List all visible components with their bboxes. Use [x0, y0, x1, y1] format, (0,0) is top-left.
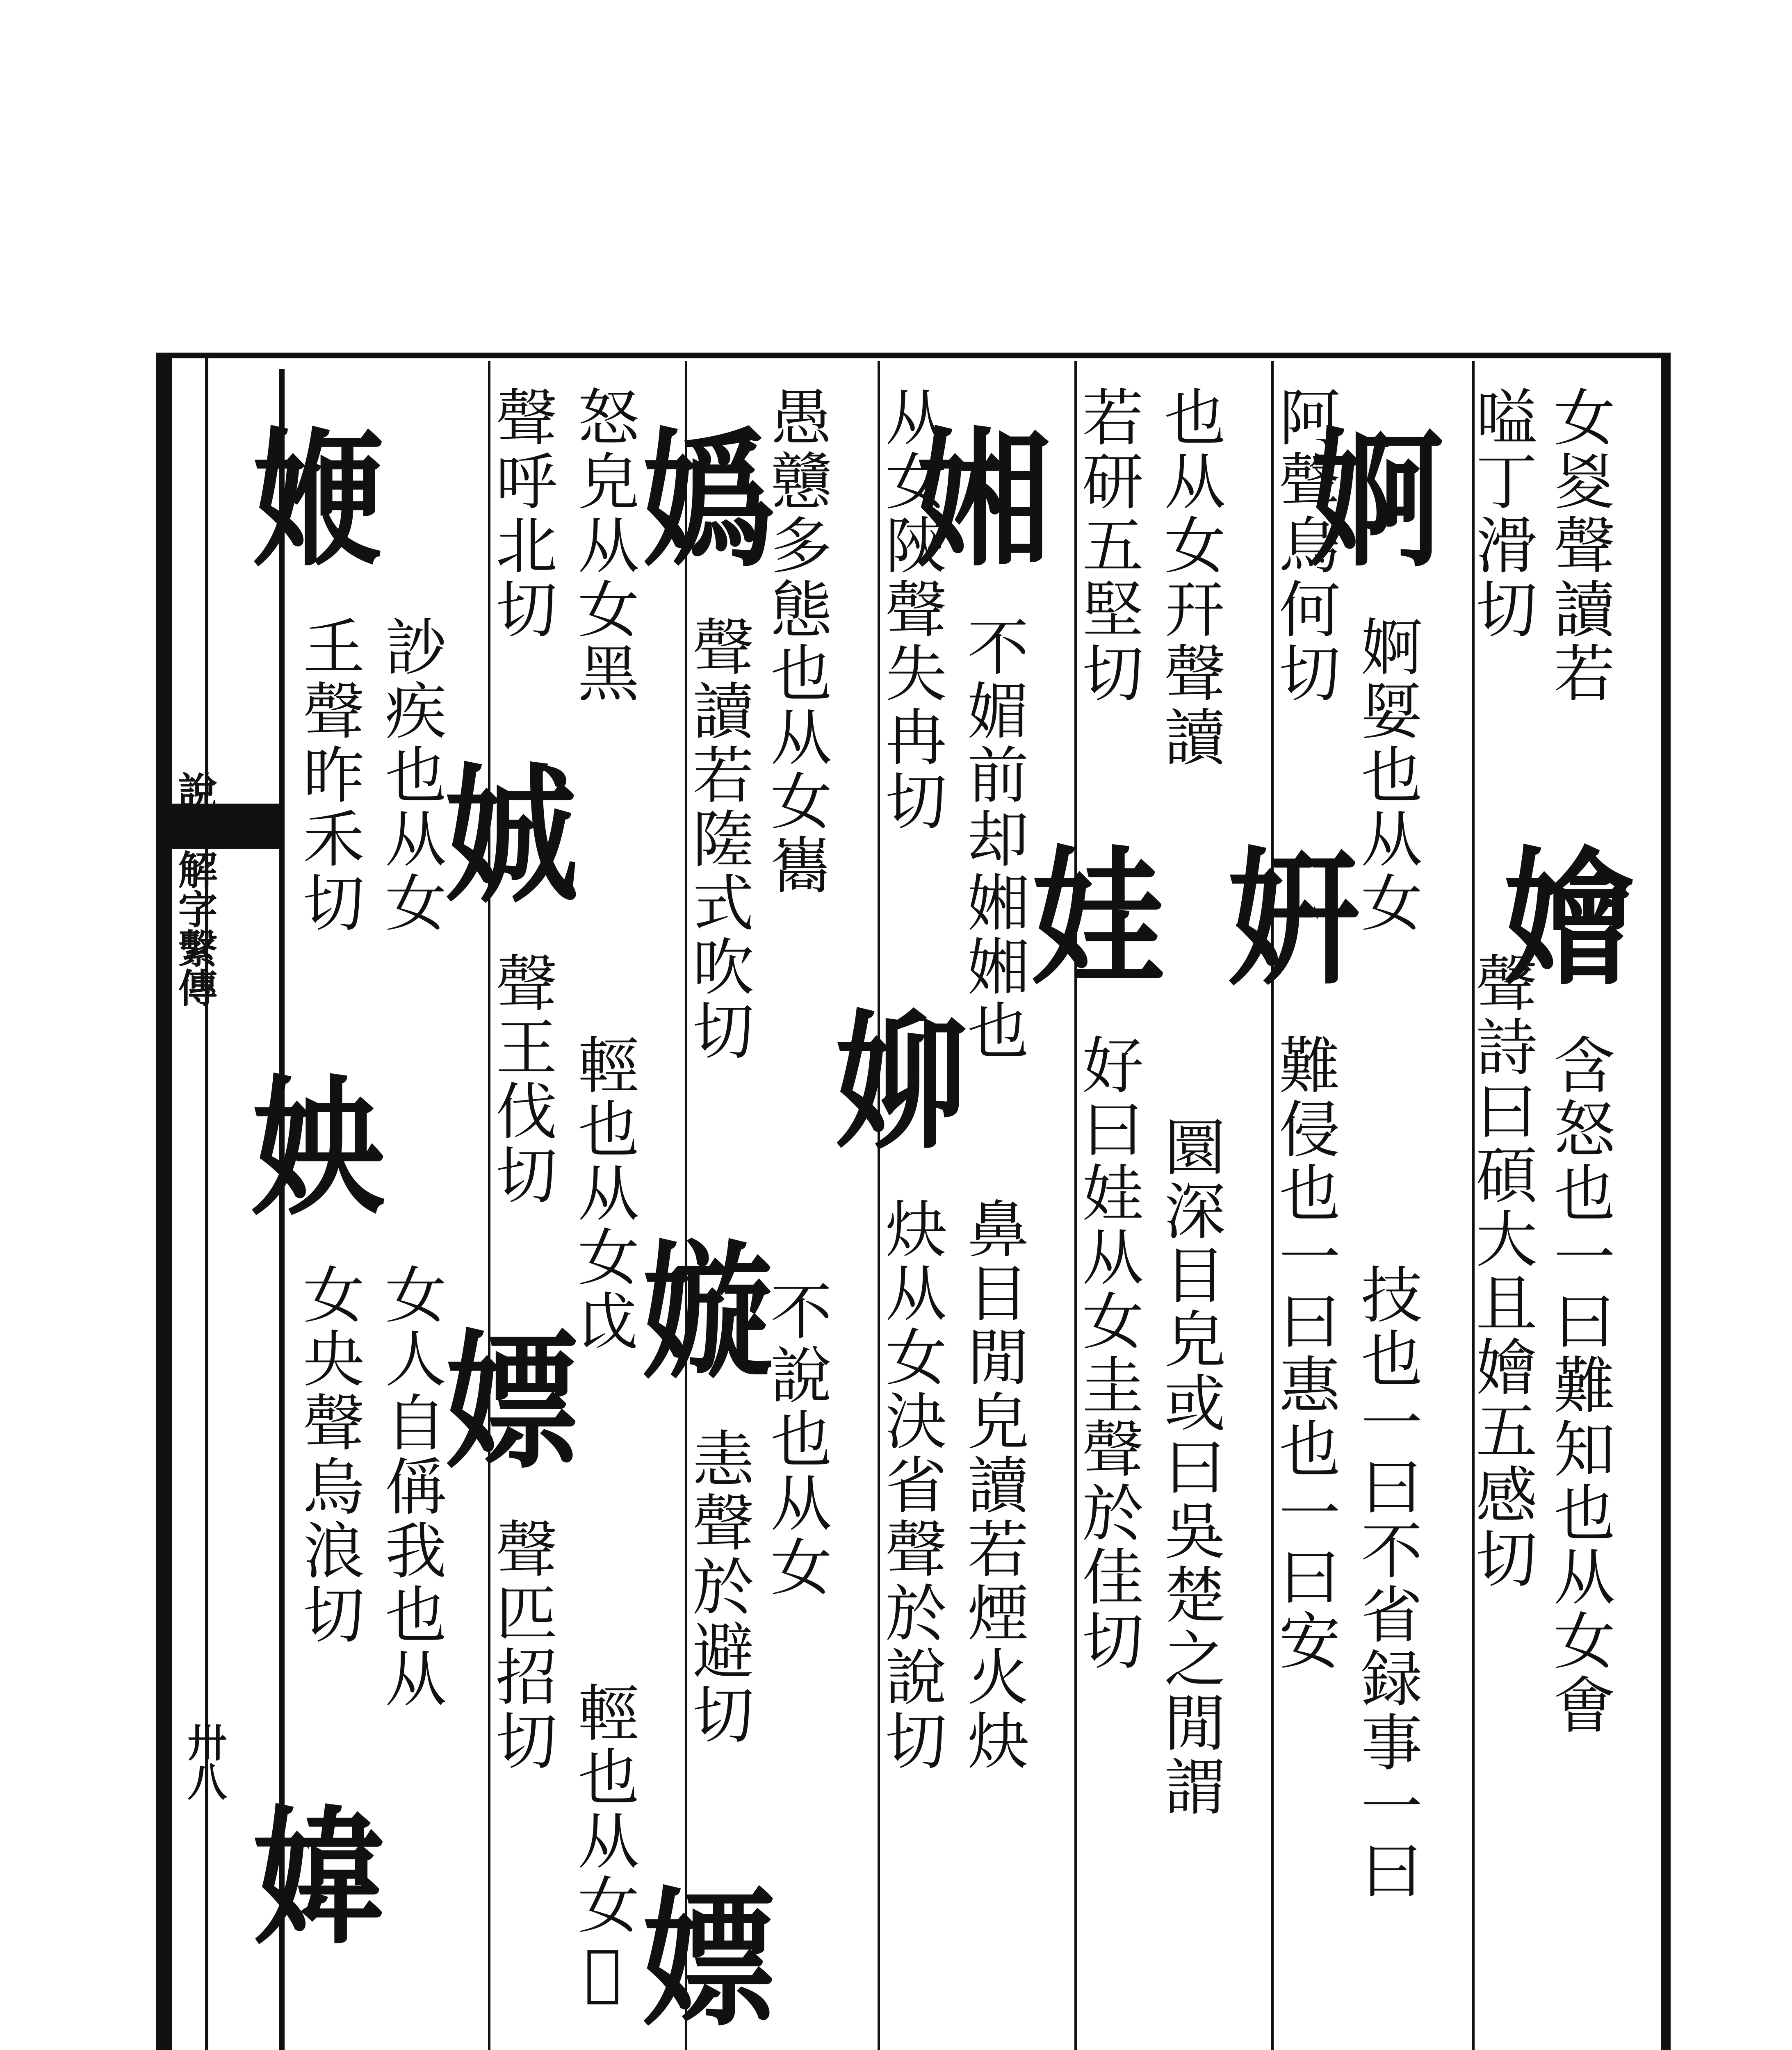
- gloss-text: 怒皃从女黑: [567, 385, 638, 705]
- gutter-page-mark: 卅八: [181, 1722, 228, 1801]
- seal-headword: 嫖: [445, 1315, 578, 1489]
- gloss-text: 𡈼聲昨禾切: [292, 615, 364, 935]
- text-column: [828, 385, 967, 2050]
- gloss-text: 嗌丁滑切: [1465, 385, 1537, 641]
- gloss-text: 恚聲於避切: [682, 1427, 753, 1747]
- seal-headword: 嬀: [642, 413, 775, 587]
- gloss-text: 也从女幵聲讀: [1154, 385, 1225, 769]
- seal-headword: 㚹: [834, 995, 967, 1169]
- text-column: [636, 385, 775, 2050]
- gloss-text: 女央聲烏浪切: [292, 1263, 364, 1647]
- gloss-text: 女㚇聲讀若: [1543, 385, 1614, 705]
- gloss-text: 輕也从女𦥷: [567, 1681, 638, 2011]
- text-column: [246, 385, 385, 2050]
- seal-headword: 媁: [252, 1791, 385, 1964]
- gloss-text: 技也一曰不省録事一曰: [1350, 1263, 1422, 1902]
- seal-headword: 姎: [252, 1061, 385, 1235]
- gloss-text: 聲讀若隓式吹切: [682, 615, 753, 1063]
- gloss-text: 婀娿也从女: [1350, 615, 1422, 935]
- gloss-text: 好曰娃从女圭聲於佳切: [1072, 1033, 1143, 1673]
- text-column: [1222, 385, 1361, 2050]
- gloss-text: 聲詩曰碩大且嬒五感切: [1465, 951, 1537, 1591]
- seal-headword: 嫙: [642, 1225, 775, 1399]
- seal-headword: 姸: [1228, 831, 1361, 1005]
- gloss-text: 訬疾也从女: [374, 615, 446, 935]
- gutter-bar: [156, 353, 172, 2050]
- gloss-text: 从女陝聲失冉切: [875, 385, 946, 833]
- gloss-text: 若研五堅切: [1072, 385, 1143, 705]
- gloss-text: 女人自偁我也从: [374, 1263, 446, 1711]
- gloss-text: 聲呼北切: [485, 385, 556, 641]
- seal-headword: 嫖: [642, 1873, 775, 2046]
- text-column: [439, 385, 578, 2050]
- gutter-title: 說文解字繫傳: [172, 771, 218, 1007]
- seal-headword: 娃: [1031, 831, 1164, 1005]
- gloss-text: 愚戇多態也从女巂: [760, 385, 831, 897]
- gloss-text: 聲王伐切: [485, 951, 556, 1207]
- text-column: [1419, 385, 1542, 2050]
- frame-right-border: [1661, 353, 1671, 2050]
- seal-headword: 娍: [445, 749, 578, 923]
- gloss-text: 炔从女決省聲於說切: [875, 1197, 946, 1773]
- frame-top-border: [160, 353, 1665, 358]
- seal-headword: 婀: [1310, 413, 1443, 587]
- text-column: [1025, 385, 1164, 2050]
- gloss-text: 輕也从女戉: [567, 1033, 638, 1353]
- gloss-text: 圜深目皃或曰吳楚之閒謂: [1154, 1115, 1225, 1819]
- gloss-text: 聲匹招切: [485, 1517, 556, 1773]
- seal-headword: 㜀: [917, 413, 1049, 587]
- gloss-text: 鼻目閒皃讀若煙火炔: [957, 1197, 1028, 1773]
- gloss-text: 含怒也一曰難知也从女㑹: [1543, 1033, 1614, 1737]
- gloss-text: 阿聲烏何切: [1268, 385, 1340, 705]
- seal-headword: 㛹: [252, 413, 385, 587]
- gloss-text: 不媚前却㜀㜀也: [957, 615, 1028, 1063]
- seal-headword: 嬒: [1503, 831, 1636, 1005]
- gloss-text: 不說也从女: [760, 1279, 831, 1599]
- gloss-text: 難侵也一曰惠也一曰安: [1268, 1033, 1340, 1673]
